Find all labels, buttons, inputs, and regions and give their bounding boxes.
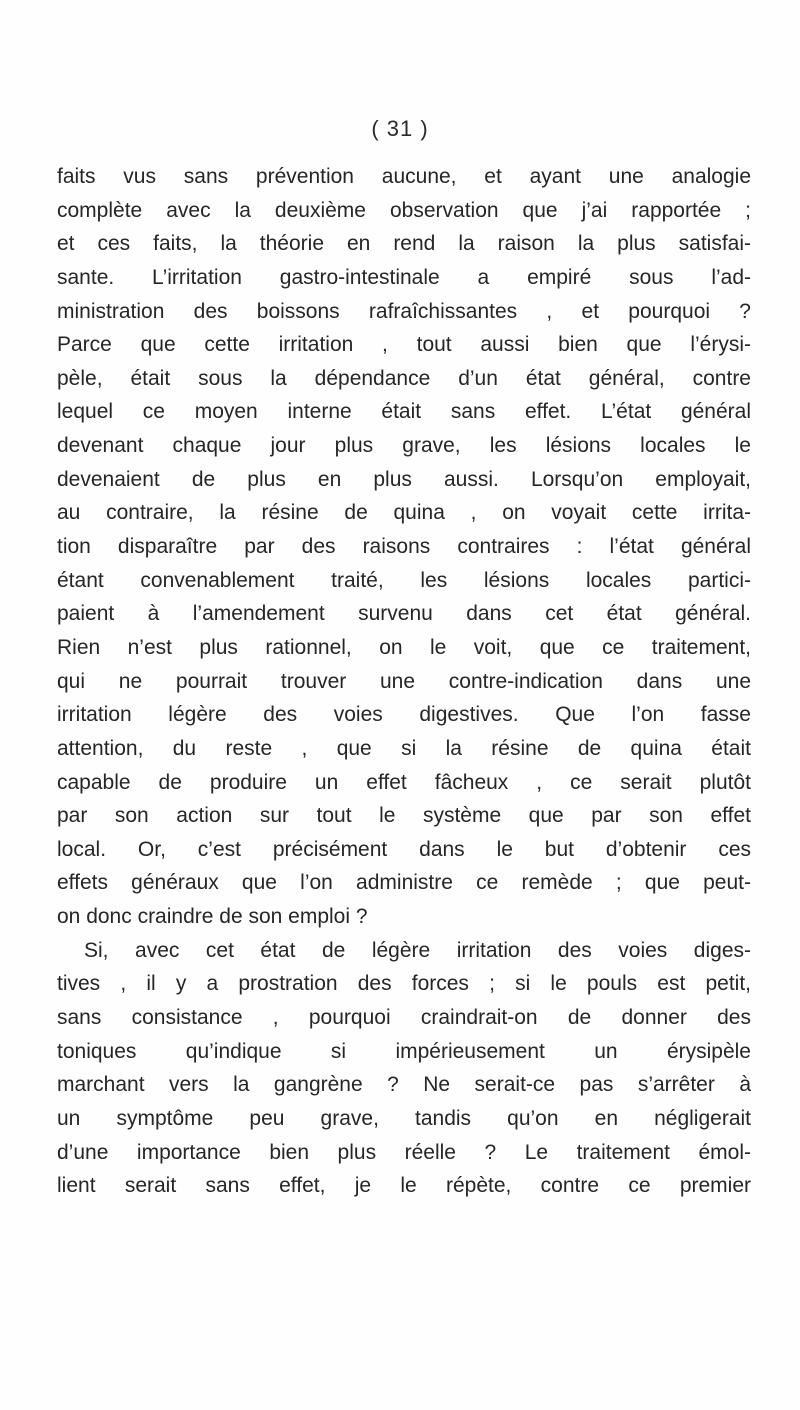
text-line: local. Or, c’est précisément dans le but d’obtenir ces (57, 837, 751, 861)
text-line: tives , il y a prostration des forces ; si le pouls est petit, (57, 972, 751, 996)
text-line: lient serait sans effet, je le répète, contre ce premier (57, 1174, 751, 1198)
text-line: on donc craindre de son emploi ? (57, 905, 368, 929)
text-line: capable de produire un effet fâcheux , ce serait plutôt (57, 770, 751, 794)
text-line: Rien n’est plus rationnel, on le voit, que ce traitement, (57, 635, 751, 659)
text-line: qui ne pourrait trouver une contre-indication dans une (57, 669, 751, 693)
text-line: pèle, était sous la dépendance d’un état général, contre (57, 366, 751, 390)
text-line: et ces faits, la théorie en rend la raison la plus satisfai- (57, 232, 751, 256)
paragraph-start-line: Si, avec cet état de légère irritation des voies diges- (84, 938, 751, 962)
text-line: faits vus sans prévention aucune, et ayant une analogie (57, 165, 751, 188)
text-line: par son action sur tout le système que par son effet (57, 804, 751, 828)
text-line: au contraire, la résine de quina , on voyait cette irrita- (57, 501, 751, 525)
text-line: lequel ce moyen interne était sans effet. L’état général (57, 400, 751, 424)
text-line: Parce que cette irritation , tout aussi bien que l’érysi- (57, 333, 751, 357)
text-line: ministration des boissons rafraîchissantes , et pourquoi ? (57, 299, 751, 323)
text-line: toniques qu’indique si impérieusement un érysipèle (57, 1039, 751, 1063)
text-line: paient à l’amendement survenu dans cet état général. (57, 602, 751, 626)
text-line: devenant chaque jour plus grave, les lésions locales le (57, 434, 751, 458)
text-line: complète avec la deuxième observation que j’ai rapportée ; (57, 198, 751, 222)
text-line: marchant vers la gangrène ? Ne serait-ce pas s’arrêter à (57, 1073, 751, 1097)
text-line: effets généraux que l’on administre ce remède ; que peut- (57, 871, 751, 895)
text-line: irritation légère des voies digestives. Que l’on fasse (57, 703, 751, 727)
page-number: ( 31 ) (371, 116, 429, 141)
text-line: devenaient de plus en plus aussi. Lorsqu’on employait, (57, 467, 751, 491)
text-line: un symptôme peu grave, tandis qu’on en négligerait (57, 1106, 751, 1130)
text-line: d’une importance bien plus réelle ? Le traitement émol- (57, 1140, 751, 1164)
text-line: attention, du reste , que si la résine de quina était (57, 736, 751, 760)
text-line: sante. L’irritation gastro-intestinale a empiré sous l’ad- (57, 265, 751, 289)
text-line: étant convenablement traité, les lésions locales partici- (57, 568, 751, 592)
text-line: tion disparaître par des raisons contraires : l’état général (57, 535, 751, 559)
text-line: sans consistance , pourquoi craindrait-on de donner des (57, 1006, 751, 1030)
body-text (57, 160, 751, 1203)
